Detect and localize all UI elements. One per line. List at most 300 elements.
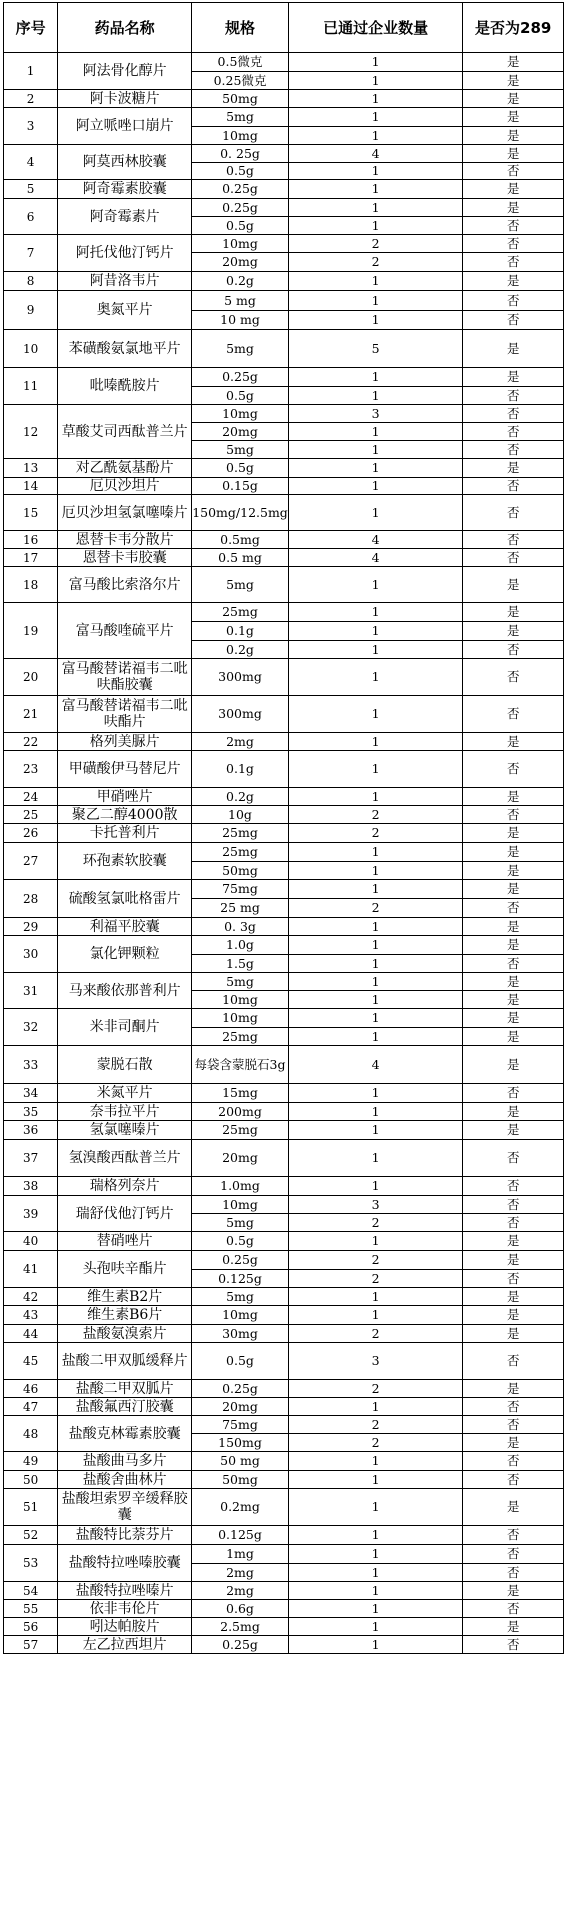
is-289-cell: 否 <box>463 423 564 441</box>
table-row <box>4 1526 564 1545</box>
is-289-cell: 否 <box>463 1398 564 1416</box>
company-count-cell: 2 <box>288 1325 463 1343</box>
is-289-cell: 否 <box>463 1416 564 1434</box>
spec-cell: 0.25g <box>192 1251 289 1270</box>
drug-name: 卡托普利片 <box>58 824 192 843</box>
spec-cell: 10mg <box>192 127 289 145</box>
spec-cell: 0.5mg <box>192 531 289 549</box>
spec-cell: 0.1g <box>192 751 289 788</box>
table-row <box>4 973 564 991</box>
spec-cell: 10mg <box>192 1306 289 1325</box>
drug-name: 马来酸依那普利片 <box>58 973 192 1009</box>
is-289-cell: 否 <box>463 955 564 973</box>
spec-cell: 50 mg <box>192 1452 289 1471</box>
is-289-cell: 否 <box>463 1177 564 1196</box>
is-289-cell: 是 <box>463 862 564 880</box>
is-289-cell: 是 <box>463 90 564 108</box>
table-row <box>4 751 564 788</box>
table-row <box>4 272 564 291</box>
row-number: 33 <box>4 1046 58 1084</box>
company-count-cell: 1 <box>288 751 463 788</box>
row-number: 44 <box>4 1325 58 1343</box>
drug-name: 阿法骨化醇片 <box>58 53 192 90</box>
table-row <box>4 368 564 387</box>
is-289-cell: 是 <box>463 603 564 622</box>
company-count-cell: 1 <box>288 1618 463 1636</box>
spec-cell: 10mg <box>192 235 289 253</box>
row-number: 18 <box>4 567 58 603</box>
spec-cell: 2.5mg <box>192 1618 289 1636</box>
is-289-cell: 否 <box>463 387 564 405</box>
drug-name: 奈韦拉平片 <box>58 1103 192 1121</box>
spec-cell: 0.2g <box>192 788 289 806</box>
is-289-cell: 是 <box>463 1028 564 1046</box>
company-count-cell: 1 <box>288 1471 463 1489</box>
table-row <box>4 603 564 622</box>
row-number: 16 <box>4 531 58 549</box>
company-count-cell: 2 <box>288 235 463 253</box>
drug-name: 盐酸特拉唑嗪片 <box>58 1582 192 1600</box>
spec-cell: 0.2g <box>192 272 289 291</box>
spec-cell: 25mg <box>192 843 289 862</box>
company-count-cell: 1 <box>288 991 463 1009</box>
is-289-cell: 是 <box>463 733 564 751</box>
company-count-cell: 1 <box>288 1103 463 1121</box>
drug-name: 盐酸克林霉素胶囊 <box>58 1416 192 1452</box>
table-row <box>4 1600 564 1618</box>
drug-name: 恩替卡韦胶囊 <box>58 549 192 567</box>
header-company-count: 已通过企业数量 <box>288 3 463 53</box>
table-row <box>4 145 564 163</box>
spec-cell: 0.25g <box>192 180 289 199</box>
spec-cell: 2mg <box>192 733 289 751</box>
drug-name: 米氮平片 <box>58 1084 192 1103</box>
spec-cell: 25 mg <box>192 899 289 918</box>
company-count-cell: 1 <box>288 368 463 387</box>
row-number: 50 <box>4 1471 58 1489</box>
drug-name: 盐酸舍曲林片 <box>58 1471 192 1489</box>
spec-cell: 10mg <box>192 1196 289 1214</box>
row-number: 35 <box>4 1103 58 1121</box>
is-289-cell: 是 <box>463 180 564 199</box>
company-count-cell: 2 <box>288 806 463 824</box>
company-count-cell: 1 <box>288 291 463 311</box>
table-row <box>4 1325 564 1343</box>
table-row <box>4 918 564 936</box>
is-289-cell: 是 <box>463 72 564 90</box>
spec-cell: 0.125g <box>192 1270 289 1288</box>
company-count-cell: 1 <box>288 1398 463 1416</box>
drug-name: 阿莫西林胶囊 <box>58 145 192 180</box>
is-289-cell: 是 <box>463 1121 564 1140</box>
is-289-cell: 是 <box>463 1251 564 1270</box>
is-289-cell: 否 <box>463 696 564 733</box>
row-number: 26 <box>4 824 58 843</box>
is-289-cell: 否 <box>463 291 564 311</box>
is-289-cell: 否 <box>463 1526 564 1545</box>
row-number: 28 <box>4 880 58 918</box>
row-number: 13 <box>4 459 58 478</box>
row-number: 1 <box>4 53 58 90</box>
table-row <box>4 235 564 253</box>
drug-name: 左乙拉西坦片 <box>58 1636 192 1654</box>
table-row <box>4 824 564 843</box>
row-number: 15 <box>4 495 58 531</box>
drug-name: 盐酸特拉唑嗪胶囊 <box>58 1545 192 1582</box>
company-count-cell: 4 <box>288 145 463 163</box>
company-count-cell: 1 <box>288 567 463 603</box>
drug-name: 氯化钾颗粒 <box>58 936 192 973</box>
company-count-cell: 2 <box>288 253 463 272</box>
drug-name: 氢氯噻嗪片 <box>58 1121 192 1140</box>
row-number: 36 <box>4 1121 58 1140</box>
row-number: 42 <box>4 1288 58 1306</box>
spec-cell: 5 mg <box>192 291 289 311</box>
spec-cell: 0. 3g <box>192 918 289 936</box>
row-number: 30 <box>4 936 58 973</box>
drug-name: 盐酸坦索罗辛缓释胶囊 <box>58 1489 192 1526</box>
row-number: 8 <box>4 272 58 291</box>
table-row <box>4 1306 564 1325</box>
drug-name: 吲达帕胺片 <box>58 1618 192 1636</box>
spec-cell: 0.5g <box>192 163 289 180</box>
header-spec: 规格 <box>192 3 289 53</box>
is-289-cell: 是 <box>463 843 564 862</box>
company-count-cell: 1 <box>288 311 463 330</box>
company-count-cell: 4 <box>288 549 463 567</box>
table-row <box>4 1343 564 1380</box>
drug-name: 阿托伐他汀钙片 <box>58 235 192 272</box>
spec-cell: 50mg <box>192 1471 289 1489</box>
is-289-cell: 否 <box>463 806 564 824</box>
spec-cell: 10mg <box>192 405 289 423</box>
company-count-cell: 1 <box>288 423 463 441</box>
company-count-cell: 1 <box>288 90 463 108</box>
drug-name: 苯磺酸氨氯地平片 <box>58 330 192 368</box>
row-number: 34 <box>4 1084 58 1103</box>
spec-cell: 25mg <box>192 1121 289 1140</box>
table-row <box>4 459 564 478</box>
row-number: 49 <box>4 1452 58 1471</box>
drug-name: 阿奇霉素胶囊 <box>58 180 192 199</box>
is-289-cell: 是 <box>463 1434 564 1452</box>
table-row <box>4 1398 564 1416</box>
spec-cell: 1.0g <box>192 936 289 955</box>
company-count-cell: 1 <box>288 1452 463 1471</box>
row-number: 11 <box>4 368 58 405</box>
spec-cell: 5mg <box>192 1214 289 1232</box>
company-count-cell: 1 <box>288 1582 463 1600</box>
is-289-cell: 否 <box>463 495 564 531</box>
drug-name: 格列美脲片 <box>58 733 192 751</box>
table-row <box>4 1452 564 1471</box>
table-row <box>4 180 564 199</box>
row-number: 57 <box>4 1636 58 1654</box>
is-289-cell: 是 <box>463 1288 564 1306</box>
row-number: 54 <box>4 1582 58 1600</box>
is-289-cell: 是 <box>463 918 564 936</box>
row-number: 40 <box>4 1232 58 1251</box>
drug-name: 盐酸二甲双胍缓释片 <box>58 1343 192 1380</box>
drug-name: 盐酸氟西汀胶囊 <box>58 1398 192 1416</box>
company-count-cell: 1 <box>288 862 463 880</box>
table-row <box>4 199 564 217</box>
drug-name: 甲磺酸伊马替尼片 <box>58 751 192 788</box>
is-289-cell: 否 <box>463 478 564 495</box>
company-count-cell: 5 <box>288 330 463 368</box>
drug-name: 富马酸喹硫平片 <box>58 603 192 659</box>
is-289-cell: 否 <box>463 217 564 235</box>
spec-cell: 0.2mg <box>192 1489 289 1526</box>
row-number: 52 <box>4 1526 58 1545</box>
spec-cell: 0.25g <box>192 199 289 217</box>
is-289-cell: 否 <box>463 549 564 567</box>
spec-cell: 1mg <box>192 1545 289 1564</box>
drug-name: 盐酸二甲双胍片 <box>58 1380 192 1398</box>
drug-list-table <box>3 2 564 1654</box>
table-row <box>4 1232 564 1251</box>
company-count-cell: 1 <box>288 641 463 659</box>
company-count-cell: 1 <box>288 387 463 405</box>
table-row <box>4 330 564 368</box>
is-289-cell: 是 <box>463 53 564 72</box>
is-289-cell: 是 <box>463 1046 564 1084</box>
spec-cell: 300mg <box>192 659 289 696</box>
spec-cell: 20mg <box>192 1398 289 1416</box>
row-number: 17 <box>4 549 58 567</box>
company-count-cell: 1 <box>288 733 463 751</box>
row-number: 29 <box>4 918 58 936</box>
row-number: 24 <box>4 788 58 806</box>
is-289-cell: 是 <box>463 1489 564 1526</box>
company-count-cell: 1 <box>288 1177 463 1196</box>
row-number: 27 <box>4 843 58 880</box>
is-289-cell: 是 <box>463 1232 564 1251</box>
is-289-cell: 否 <box>463 751 564 788</box>
table-row <box>4 1177 564 1196</box>
company-count-cell: 1 <box>288 1009 463 1028</box>
table-row <box>4 1103 564 1121</box>
drug-name: 瑞格列奈片 <box>58 1177 192 1196</box>
company-count-cell: 3 <box>288 1196 463 1214</box>
spec-cell: 10g <box>192 806 289 824</box>
drug-name: 米非司酮片 <box>58 1009 192 1046</box>
company-count-cell: 1 <box>288 1140 463 1177</box>
spec-cell: 5mg <box>192 108 289 127</box>
drug-name: 头孢呋辛酯片 <box>58 1251 192 1288</box>
table-row <box>4 495 564 531</box>
company-count-cell: 1 <box>288 1288 463 1306</box>
header-row <box>4 3 564 53</box>
company-count-cell: 1 <box>288 1489 463 1526</box>
is-289-cell: 是 <box>463 973 564 991</box>
spec-cell: 5mg <box>192 567 289 603</box>
table-row <box>4 291 564 311</box>
row-number: 7 <box>4 235 58 272</box>
company-count-cell: 4 <box>288 531 463 549</box>
drug-name: 甲硝唑片 <box>58 788 192 806</box>
is-289-cell: 是 <box>463 991 564 1009</box>
table-row <box>4 1288 564 1306</box>
table-row <box>4 1251 564 1270</box>
spec-cell: 25mg <box>192 1028 289 1046</box>
spec-cell: 0.5 mg <box>192 549 289 567</box>
table-row <box>4 1380 564 1398</box>
row-number: 5 <box>4 180 58 199</box>
is-289-cell: 是 <box>463 127 564 145</box>
header-is-289: 是否为289 <box>463 3 564 53</box>
spec-cell: 5mg <box>192 441 289 459</box>
table-row <box>4 478 564 495</box>
company-count-cell: 1 <box>288 955 463 973</box>
company-count-cell: 1 <box>288 1526 463 1545</box>
table-row <box>4 1196 564 1214</box>
is-289-cell: 是 <box>463 622 564 641</box>
spec-cell: 0.15g <box>192 478 289 495</box>
row-number: 38 <box>4 1177 58 1196</box>
is-289-cell: 是 <box>463 788 564 806</box>
company-count-cell: 1 <box>288 459 463 478</box>
table-row <box>4 1636 564 1654</box>
is-289-cell: 否 <box>463 235 564 253</box>
company-count-cell: 2 <box>288 824 463 843</box>
is-289-cell: 否 <box>463 441 564 459</box>
is-289-cell: 是 <box>463 824 564 843</box>
company-count-cell: 1 <box>288 659 463 696</box>
company-count-cell: 1 <box>288 1636 463 1654</box>
spec-cell: 50mg <box>192 90 289 108</box>
row-number: 6 <box>4 199 58 235</box>
row-number: 55 <box>4 1600 58 1618</box>
table-row <box>4 1084 564 1103</box>
is-289-cell: 否 <box>463 641 564 659</box>
row-number: 47 <box>4 1398 58 1416</box>
drug-name: 吡嗪酰胺片 <box>58 368 192 405</box>
company-count-cell: 1 <box>288 1600 463 1618</box>
is-289-cell: 是 <box>463 1380 564 1398</box>
drug-name: 硫酸氢氯吡格雷片 <box>58 880 192 918</box>
company-count-cell: 2 <box>288 899 463 918</box>
company-count-cell: 1 <box>288 180 463 199</box>
row-number: 22 <box>4 733 58 751</box>
table-row <box>4 1121 564 1140</box>
is-289-cell: 否 <box>463 1545 564 1564</box>
spec-cell: 150mg <box>192 1434 289 1452</box>
table-row <box>4 733 564 751</box>
drug-name: 厄贝沙坦片 <box>58 478 192 495</box>
table-row <box>4 1545 564 1564</box>
row-number: 31 <box>4 973 58 1009</box>
company-count-cell: 1 <box>288 1306 463 1325</box>
spec-cell: 10mg <box>192 1009 289 1028</box>
spec-cell: 每袋含蒙脱石3g <box>192 1046 289 1084</box>
drug-name: 阿卡波糖片 <box>58 90 192 108</box>
row-number: 14 <box>4 478 58 495</box>
is-289-cell: 是 <box>463 330 564 368</box>
is-289-cell: 否 <box>463 1214 564 1232</box>
header-drug-name: 药品名称 <box>58 3 192 53</box>
company-count-cell: 3 <box>288 405 463 423</box>
spec-cell: 0.5g <box>192 387 289 405</box>
is-289-cell: 否 <box>463 1452 564 1471</box>
spec-cell: 0.125g <box>192 1526 289 1545</box>
drug-name: 草酸艾司西酞普兰片 <box>58 405 192 459</box>
row-number: 19 <box>4 603 58 659</box>
company-count-cell: 4 <box>288 1046 463 1084</box>
spec-cell: 0.25g <box>192 368 289 387</box>
row-number: 53 <box>4 1545 58 1582</box>
is-289-cell: 否 <box>463 1600 564 1618</box>
company-count-cell: 1 <box>288 622 463 641</box>
is-289-cell: 是 <box>463 368 564 387</box>
table-row <box>4 843 564 862</box>
table-row <box>4 1471 564 1489</box>
spec-cell: 25mg <box>192 603 289 622</box>
company-count-cell: 1 <box>288 936 463 955</box>
table-row <box>4 1416 564 1434</box>
is-289-cell: 否 <box>463 311 564 330</box>
table-row <box>4 1046 564 1084</box>
spec-cell: 20mg <box>192 253 289 272</box>
company-count-cell: 1 <box>288 603 463 622</box>
company-count-cell: 1 <box>288 843 463 862</box>
table-row <box>4 90 564 108</box>
table-row <box>4 549 564 567</box>
spec-cell: 15mg <box>192 1084 289 1103</box>
spec-cell: 10 mg <box>192 311 289 330</box>
company-count-cell: 1 <box>288 1232 463 1251</box>
row-number: 37 <box>4 1140 58 1177</box>
drug-name: 奥氮平片 <box>58 291 192 330</box>
table-row <box>4 531 564 549</box>
drug-name: 盐酸氨溴索片 <box>58 1325 192 1343</box>
is-289-cell: 是 <box>463 1618 564 1636</box>
company-count-cell: 2 <box>288 1434 463 1452</box>
drug-name: 维生素B2片 <box>58 1288 192 1306</box>
company-count-cell: 1 <box>288 217 463 235</box>
row-number: 3 <box>4 108 58 145</box>
is-289-cell: 是 <box>463 459 564 478</box>
table-row <box>4 806 564 824</box>
drug-name: 瑞舒伐他汀钙片 <box>58 1196 192 1232</box>
company-count-cell: 2 <box>288 1416 463 1434</box>
row-number: 48 <box>4 1416 58 1452</box>
company-count-cell: 1 <box>288 1545 463 1564</box>
row-number: 41 <box>4 1251 58 1288</box>
company-count-cell: 1 <box>288 72 463 90</box>
is-289-cell: 是 <box>463 108 564 127</box>
spec-cell: 5mg <box>192 1288 289 1306</box>
table-row <box>4 1140 564 1177</box>
drug-name: 聚乙二醇4000散 <box>58 806 192 824</box>
row-number: 45 <box>4 1343 58 1380</box>
company-count-cell: 1 <box>288 163 463 180</box>
is-289-cell: 是 <box>463 567 564 603</box>
row-number: 10 <box>4 330 58 368</box>
is-289-cell: 否 <box>463 1270 564 1288</box>
table-row <box>4 1618 564 1636</box>
spec-cell: 20mg <box>192 423 289 441</box>
is-289-cell: 否 <box>463 1564 564 1582</box>
table-row <box>4 53 564 72</box>
row-number: 25 <box>4 806 58 824</box>
is-289-cell: 是 <box>463 1009 564 1028</box>
is-289-cell: 否 <box>463 253 564 272</box>
company-count-cell: 1 <box>288 1121 463 1140</box>
row-number: 9 <box>4 291 58 330</box>
table-row <box>4 880 564 899</box>
spec-cell: 0.25微克 <box>192 72 289 90</box>
